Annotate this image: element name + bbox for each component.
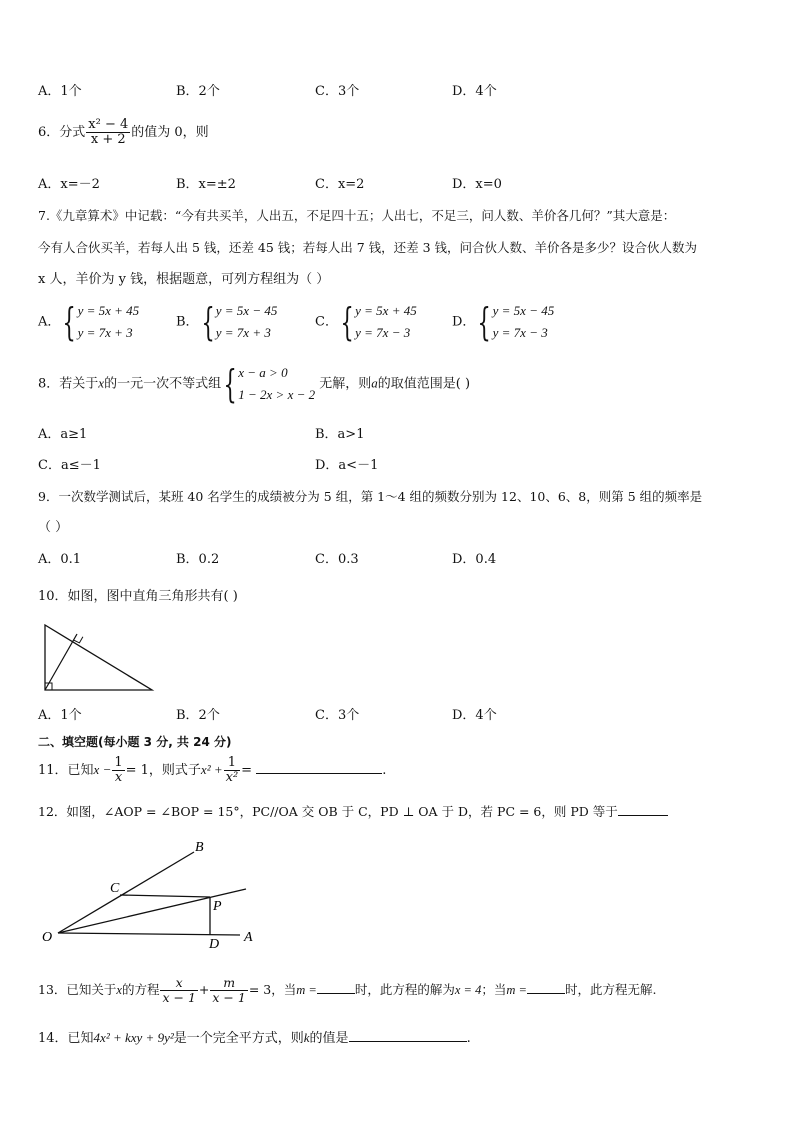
q11-f2-den: x² <box>225 770 239 785</box>
q8-mid: 的一元一次不等式组 <box>104 376 222 392</box>
q6-suffix: 的值为 0，则 <box>131 125 209 140</box>
question-14 <box>38 1028 471 1047</box>
q11-expr-1: x − <box>93 762 112 777</box>
q14-var-k: k <box>303 1030 310 1045</box>
q14-answer-blank[interactable] <box>349 1028 467 1042</box>
q7-option-a-label: A． <box>38 314 61 330</box>
q10-outer-triangle <box>45 625 152 690</box>
q7-option-b <box>176 300 277 344</box>
q8-option-c: C．a≤－1 <box>38 458 101 473</box>
q8-var-a: a <box>371 375 378 391</box>
q14-period: . <box>466 1031 471 1046</box>
q13-fraction-2 <box>210 976 247 1005</box>
q12-segment-pc <box>120 895 210 897</box>
q7-option-a-eq1: y = 5x + 45 <box>77 303 140 318</box>
q8-option-d: D．a<－1 <box>315 458 379 473</box>
q7-option-b-label: B． <box>176 314 199 330</box>
q13-m-2: m = <box>506 983 527 997</box>
q7-option-d-eq1: y = 5x − 45 <box>492 303 555 318</box>
q11-fraction-1 <box>112 756 124 785</box>
q13-m-1: m = <box>296 983 317 997</box>
q13-eq3: = 3，当 <box>248 982 297 997</box>
q6-option-b: B．x=±2 <box>176 177 236 192</box>
q9-option-c: C．0.3 <box>315 552 359 567</box>
q11-eq: = 1，则式子 <box>125 763 201 778</box>
q13-f2-num: m <box>210 976 247 991</box>
q8-suffix-2: 的取值范围是( ) <box>377 376 471 392</box>
q7-option-a-system <box>78 300 140 344</box>
q8-system <box>238 362 315 406</box>
q9-option-a: A．0.1 <box>38 552 82 567</box>
q10-option-d: D．4个 <box>452 708 497 723</box>
q9-option-b: B．0.2 <box>176 552 220 567</box>
q7-option-c-eq1: y = 5x + 45 <box>355 303 417 318</box>
q6-option-a: A．x=－2 <box>38 177 100 192</box>
q7-option-a <box>38 300 139 344</box>
q7-option-b-eq2: y = 7x + 3 <box>215 325 271 340</box>
q13-prefix: 13．已知关于 <box>38 982 117 997</box>
q12-ray-oa <box>58 933 240 935</box>
q14-prefix: 14．已知 <box>38 1031 94 1046</box>
q13-mid-2: 时，此方程的解为 <box>354 982 455 997</box>
q14-expression: 4x² + kxy + 9y² <box>93 1030 174 1045</box>
section-2-heading: 二、填空题(每小题 3 分, 共 24 分) <box>38 735 232 749</box>
q11-expr-2: x² + <box>200 762 223 777</box>
q10-triangle-figure <box>40 622 160 694</box>
q5-option-d: D．4个 <box>452 84 497 99</box>
q12-text: 12．如图，∠AOP = ∠BOP = 15°，PC//OA 交 OB 于 C，PD ⊥ OA 于 D，若 PC = 6，则 PD 等于 <box>38 804 618 819</box>
question-8 <box>38 362 470 406</box>
q8-ineq-2: 1 − 2x > x − 2 <box>238 387 316 402</box>
question-12 <box>38 802 668 820</box>
q13-answer-blank-1[interactable] <box>317 980 355 994</box>
q7-option-c-eq2: y = 7x − 3 <box>355 325 411 340</box>
q7-option-c-brace: { <box>340 300 354 344</box>
q13-mid-1: 的方程 <box>121 982 160 997</box>
q8-prefix: 8．若关于 <box>38 376 99 392</box>
q12-answer-blank[interactable] <box>618 802 668 816</box>
q9-line-2: （ ） <box>38 520 69 535</box>
q5-option-a: A．1个 <box>38 84 82 99</box>
q12-label-d: D <box>209 937 220 952</box>
q8-brace: { <box>223 362 237 406</box>
q6-option-c: C．x=2 <box>315 177 365 192</box>
q8-ineq-1: x − a > 0 <box>238 365 288 380</box>
q7-line-2: 今有人合伙买羊，若每人出 5 钱，还差 45 钱；若每人出 7 钱，还差 3 钱，问合伙人数、羊价各是多少？设合伙人数为 <box>38 240 698 255</box>
q6-prefix: 6．分式 <box>38 125 86 140</box>
q13-solution: x = 4 <box>454 983 482 997</box>
q8-suffix-1: 无解，则 <box>319 376 372 392</box>
question-13 <box>38 976 656 1005</box>
q9-line-1: 9．一次数学测试后，某班 40 名学生的成绩被分为 5 组，第 1～4 组的频数分别为 12、10、6、8，则第 5 组的频率是 <box>38 489 703 504</box>
q6-option-d: D．x=0 <box>452 177 502 192</box>
q13-fraction-1 <box>160 976 197 1005</box>
q12-label-o: O <box>42 930 53 945</box>
q10-option-c: C．3个 <box>315 708 360 723</box>
q7-option-d-brace: { <box>477 300 492 344</box>
q10-altitude <box>45 634 77 690</box>
q7-line-3: x 人，羊价为 y 钱，根据题意，可列方程组为（ ） <box>38 272 330 287</box>
q7-option-c-label: C． <box>315 314 338 330</box>
q12-label-p: P <box>213 899 222 914</box>
q7-option-d-system <box>493 300 555 344</box>
q7-option-c-system <box>355 300 417 344</box>
q13-f2-den: x − 1 <box>212 990 246 1005</box>
q6-denominator: x + 2 <box>90 132 126 147</box>
q10-option-b: B．2个 <box>176 708 220 723</box>
q11-f1-den: x <box>114 770 123 785</box>
q13-f1-num: x <box>160 976 197 991</box>
q9-option-d: D．0.4 <box>452 552 497 567</box>
q7-option-a-brace: { <box>62 300 77 344</box>
q5-option-b: B．2个 <box>176 84 220 99</box>
q5-option-c: C．3个 <box>315 84 360 99</box>
q10-text: 10．如图，图中直角三角形共有( ) <box>38 589 238 604</box>
q7-option-d <box>452 300 554 344</box>
q6-numerator: x² − 4 <box>88 117 129 132</box>
q13-var-x: x <box>116 983 122 997</box>
q13-end: 时，此方程无解. <box>564 982 657 997</box>
q11-f1-num: 1 <box>114 755 123 770</box>
q13-f1-den: x − 1 <box>162 990 196 1005</box>
q13-answer-blank-2[interactable] <box>527 980 565 994</box>
question-11 <box>38 756 386 785</box>
q7-line-1: 7.《九章算术》中记载：“今有共买羊，人出五，不足四十五；人出七，不足三，问人数、羊价各几何？”其大意是： <box>38 208 676 223</box>
q14-suffix: 的值是 <box>309 1031 349 1046</box>
q11-prefix: 11．已知 <box>38 763 94 778</box>
q13-mid-3: ；当 <box>481 982 507 997</box>
q7-option-b-brace: { <box>201 300 215 344</box>
q7-option-b-system <box>216 300 278 344</box>
q7-option-d-eq2: y = 7x − 3 <box>492 325 548 340</box>
q6-fraction <box>86 118 130 147</box>
q8-var-x: x <box>98 375 105 391</box>
q12-label-c: C <box>110 881 120 896</box>
q8-option-b: B．a>1 <box>315 427 365 442</box>
q12-ray-ob <box>58 852 194 933</box>
q7-option-a-eq2: y = 7x + 3 <box>77 325 133 340</box>
q7-option-c <box>315 300 417 344</box>
q14-mid: 是一个完全平方式，则 <box>173 1031 304 1046</box>
q7-option-b-eq1: y = 5x − 45 <box>215 303 278 318</box>
q10-option-a: A．1个 <box>38 708 82 723</box>
q7-option-d-label: D． <box>452 314 476 330</box>
q13-plus: + <box>198 982 210 997</box>
q8-option-a: A．a≥1 <box>38 427 88 442</box>
q11-end: = <box>241 763 253 778</box>
q12-label-b: B <box>195 840 204 855</box>
q11-fraction-2 <box>224 756 241 785</box>
question-6 <box>38 118 209 147</box>
q11-answer-blank[interactable] <box>256 760 382 774</box>
q11-f2-num: 1 <box>224 756 241 771</box>
q12-geometry-figure <box>38 836 268 954</box>
q12-label-a: A <box>244 930 253 945</box>
q11-period: . <box>382 763 387 778</box>
